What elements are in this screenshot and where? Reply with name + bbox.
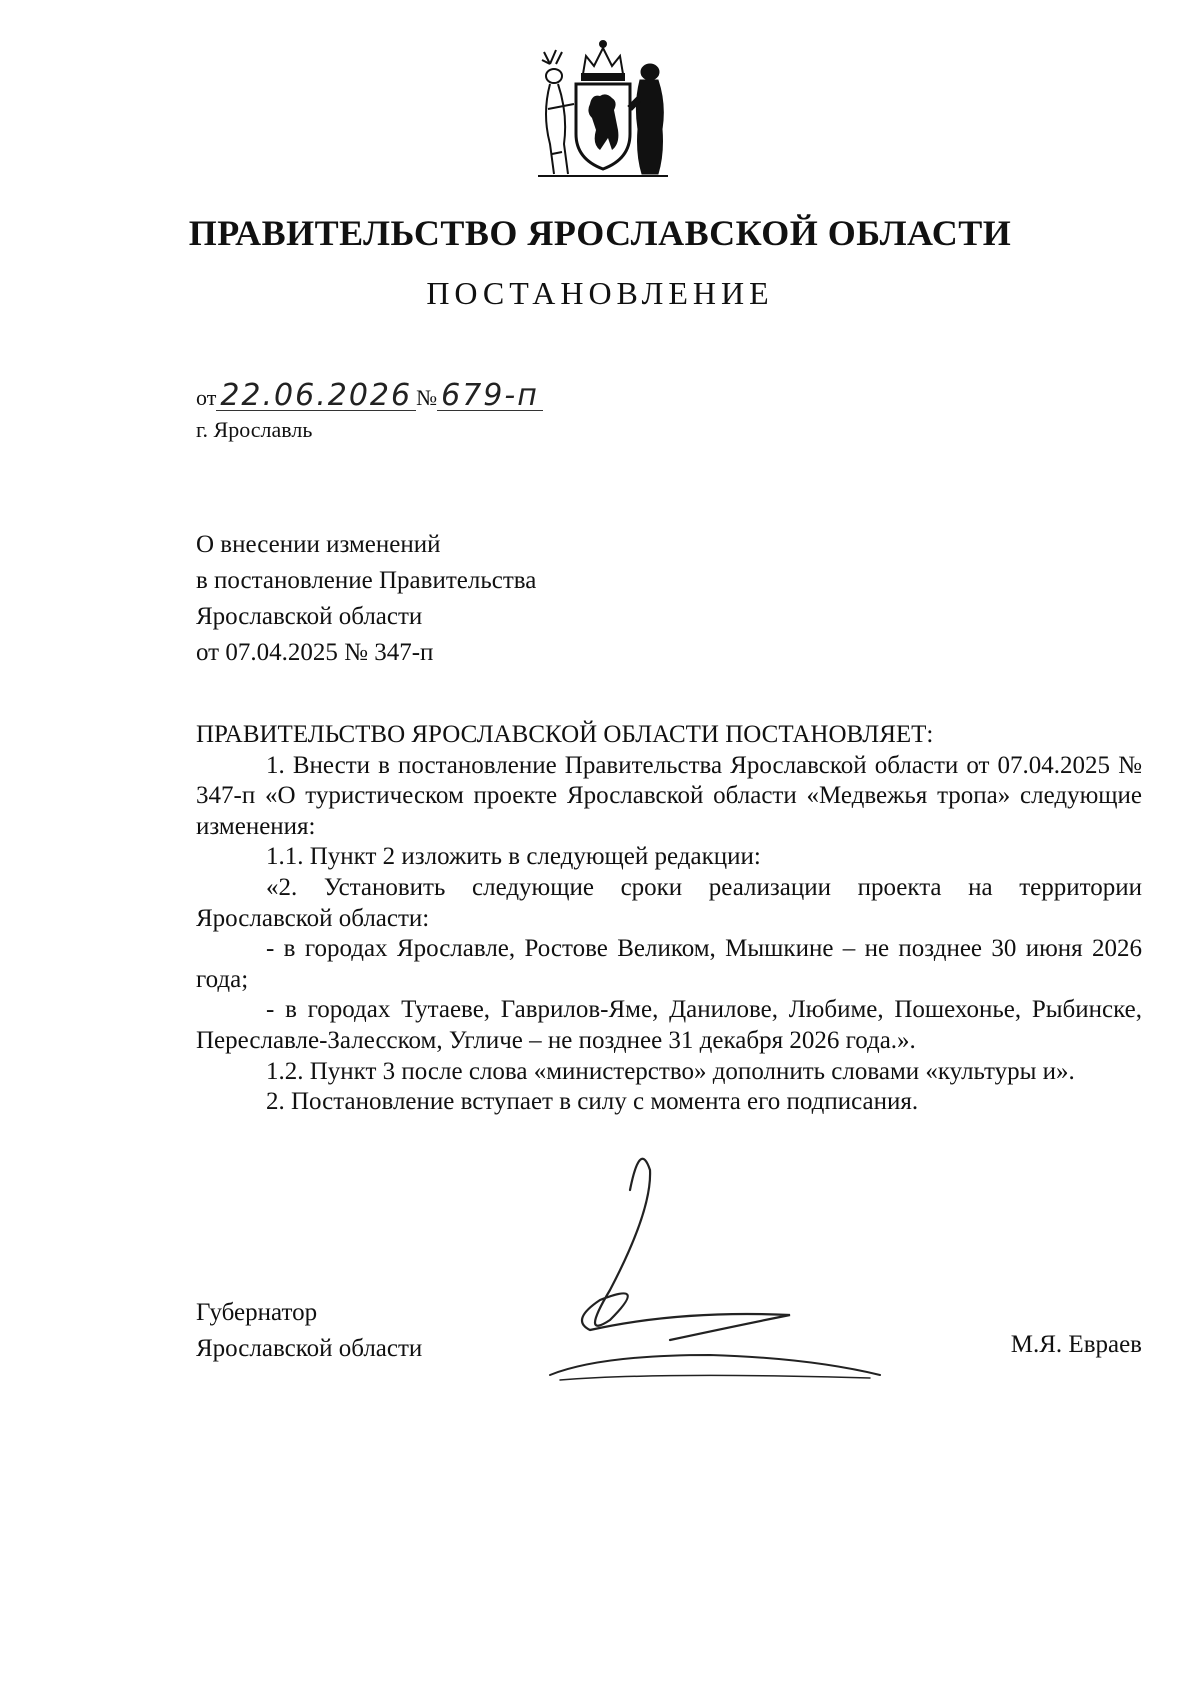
document-number: 679-п: [437, 382, 543, 411]
document-date: 22.06.2026: [216, 382, 416, 411]
paragraph: 1. Внести в постановление Правительства Ярославской области от 07.04.2025 № 347-п «О туристическом проекте Ярославской области «Медвежья тропа» следующие изменения:: [196, 751, 1142, 840]
document-subject: [196, 527, 536, 671]
bear-supporter-icon: [628, 64, 663, 174]
paragraph: - в городах Ярославле, Ростове Великом, Мышкине – не позднее 30 июня 2026 года;: [196, 935, 1142, 993]
paragraph: «2. Установить следующие сроки реализации проекта на территории Ярославской области:: [196, 873, 1142, 932]
signatory-name: М.Я. Евраев: [1010, 1331, 1142, 1358]
org-title: ПРАВИТЕЛЬСТВО ЯРОСЛАВСКОЙ ОБЛАСТИ: [188, 213, 1012, 253]
signatory-role: [196, 1295, 422, 1367]
paragraph: - в городах Тутаеве, Гаврилов-Яме, Данилове, Любиме, Пошехонье, Рыбинске, Переславле-Залесском, Угличе – не позднее 31 декабря 2026 года.».: [196, 996, 1142, 1054]
subject-line: Ярославской области: [196, 603, 423, 630]
crown-icon: [582, 41, 624, 80]
handwritten-signature: [540, 1150, 960, 1450]
subject-line: от 07.04.2025 № 347-п: [196, 639, 434, 666]
paragraph: 1.2. Пункт 3 после слова «министерство» дополнить словами «культуры и».: [266, 1057, 1075, 1085]
document-body: [196, 720, 1142, 1118]
date-prefix: от: [196, 385, 217, 410]
role-line: Губернатор: [196, 1299, 318, 1326]
coat-of-arms-emblem: [528, 34, 678, 184]
resolution-heading: ПРАВИТЕЛЬСТВО ЯРОСЛАВСКОЙ ОБЛАСТИ ПОСТАНОВЛЯЕТ:: [196, 721, 934, 748]
document-type: ПОСТАНОВЛЕНИЕ: [426, 275, 774, 311]
role-line: Ярославской области: [196, 1335, 423, 1362]
subject-line: в постановление Правительства: [196, 567, 537, 594]
number-prefix: №: [416, 385, 438, 410]
paragraph: 2. Постановление вступает в силу с момента его подписания.: [266, 1088, 919, 1116]
paragraph: 1.1. Пункт 2 изложить в следующей редакции:: [266, 843, 761, 871]
city: г. Ярославль: [196, 417, 313, 442]
subject-line: О внесении изменений: [196, 531, 441, 558]
deer-supporter-icon: [542, 50, 574, 174]
document-number-line: [196, 378, 543, 413]
